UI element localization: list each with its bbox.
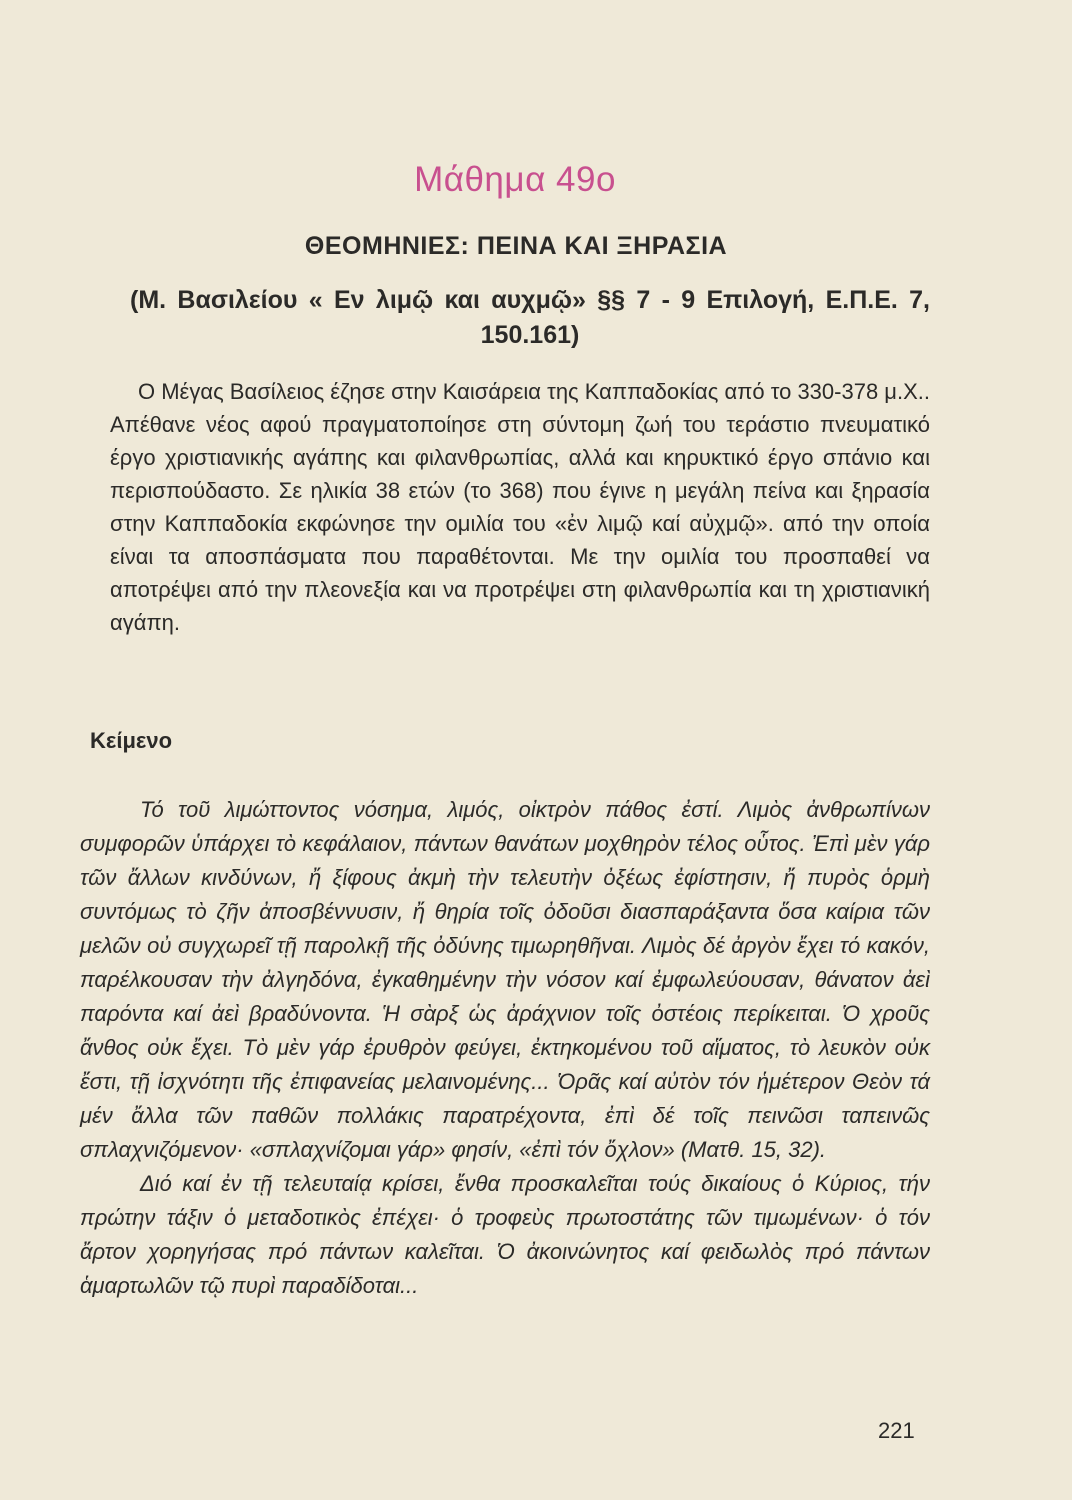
ancient-text — [80, 793, 930, 1303]
page-number: 221 — [878, 1418, 915, 1443]
page-title: ΘΕΟΜΗΝΙΕΣ: ΠΕΙΝΑ ΚΑΙ ΞΗΡΑΣΙΑ — [304, 232, 728, 260]
text-paragraph: Διό καί ἐν τῇ τελευταίᾳ κρίσει, ἔνθα προσκαλεῖται τούς δικαίους ὁ Κύριος, τήν πρώτην τάξιν ὁ μεταδοτικὸς ἐπέχει· ὁ τροφεὺς πρωτοστάτης τῶν τιμωμένων· ὁ τόν ἄρτον χορηγήσας πρό πάντων καλεῖται. Ὁ ἀκοινώνητος καί φειδωλὸς πρό πάντων ἁμαρτωλῶν τῷ πυρὶ παραδίδοται... — [80, 1171, 930, 1298]
section-heading: Κείμενο — [90, 728, 173, 753]
lesson-label: Μάθημα 49ο — [414, 160, 616, 199]
intro-paragraph: Ο Μέγας Βασίλειος έζησε στην Καισάρεια της Καππαδοκίας από το 330-378 μ.Χ.. Απέθανε νέος αφού πραγματοποίησε στη σύντομη ζωή του τεράστιο πνευματικό έργο χριστιανικής αγάπης και φιλανθρωπίας, αλλά και κηρυκτικό έργο σπάνιο και περισπούδαστο. Σε ηλικία 38 ετών (το 368) που έγινε η μεγάλη πείνα και ξηρασία στην Καππαδοκία εκφώνησε την ομιλία του «ἐν λιμῷ καί αὐχμῷ». από την οποία είναι τα αποσπάσματα που παραθέτονται. Με την ομιλία του προσπαθεί να αποτρέψει από την πλεονεξία και να προτρέψει στη φιλανθρωπία και τη χριστιανική αγάπη. — [110, 379, 930, 635]
text-paragraph: Τό τοῦ λιμώττοντος νόσημα, λιμός, οἰκτρὸν πάθος ἐστί. Λιμὸς ἀνθρωπίνων συμφορῶν ὑπάρχει τὸ κεφάλαιον, πάντων θανάτων μοχθηρὸν τέλος οὗτος. Ἐπὶ μὲν γάρ τῶν ἄλλων κινδύνων, ἤ ξίφους ἀκμὴ τὴν τελευτὴν ὀξέως ἐφίστησιν, ἤ πυρὸς ὁρμὴ συντόμως τὸ ζῆν ἀποσβέννυσιν, ἤ θηρία τοῖς ὀδοῦσι διασπαράξαντα ὅσα καίρια τῶν μελῶν οὐ συγχωρεῖ τῇ παρολκῇ τῆς ὀδύνης τιμωρηθῆναι. Λιμὸς δέ ἀργὸν ἔχει τό κακόν, παρέλκουσαν τὴν ἀλγηδόνα, ἐγκαθημένην τὴν νόσον καί ἐμφωλεύουσαν, θάνατον ἀεὶ παρόντα καί ἀεὶ βραδύνοντα. Ἡ σὰρξ ὡς ἀράχνιον τοῖς ὀστέοις περίκειται. Ὁ χροῦς ἄνθος οὐκ ἔχει. Τὸ μὲν γάρ ἐρυθρὸν φεύγει, ἐκτηκομένου τοῦ αἵματος, τὸ λευκὸν οὐκ ἔστι, τῇ ἰσχνότητι τῆς ἐπιφανείας μελαινομένης... Ὁρᾶς καί αὐτὸν τόν ἡμέτερον Θεὸν τά μέν ἄλλα τῶν παθῶν πολλάκις παρατρέχοντα, ἐπὶ δέ τοῖς πεινῶσι ταπεινῶς σπλαχνιζόμενον· «σπλαχνίζομαι γάρ» φησίν, «ἐπὶ τόν ὄχλον» (Ματθ. 15, 32). — [80, 797, 930, 1162]
source-reference: (Μ. Βασιλείου « Εν λιμῷ και αυχμῷ» §§ 7 - 9 Επιλογή, Ε.Π.Ε. 7, 150.161) — [130, 286, 930, 349]
